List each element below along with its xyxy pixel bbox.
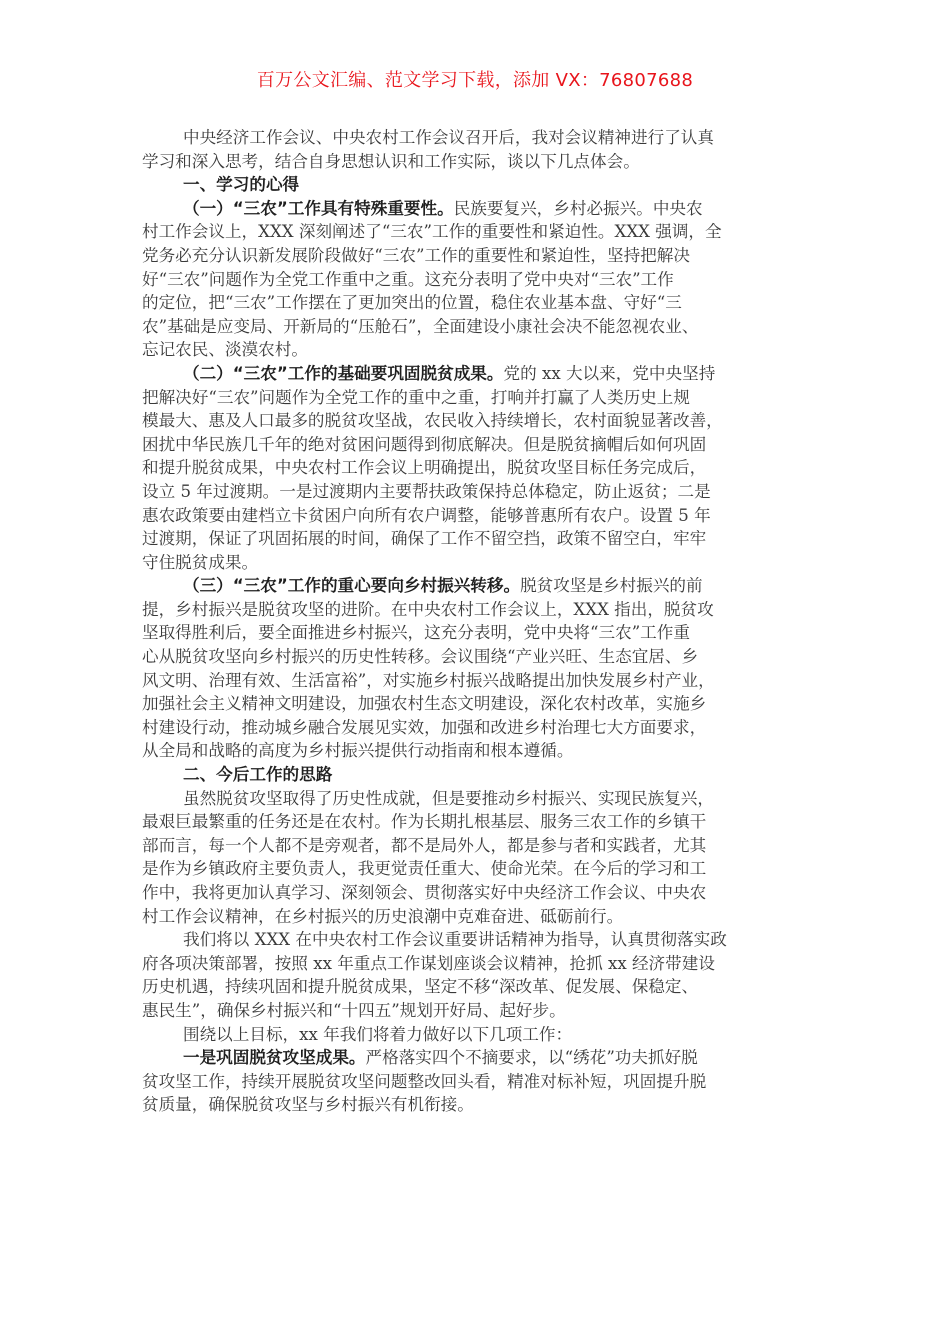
text-line: 风文明、治理有效、生活富裕”，对实施乡村振兴战略提出加快发展乡村产业， — [142, 670, 715, 690]
text-line: 过渡期，保证了巩固拓展的时间，确保了工作不留空挡，政策不留空白，牢牢 — [142, 529, 707, 549]
text-run: 脱贫攻坚是乡村振兴的前 — [520, 576, 703, 596]
text-line: 忘记农民、淡漠农村。 — [142, 340, 308, 360]
text-line: 府各项决策部署，按照 xx 年重点工作谋划座谈会议精神，抢抓 xx 经济带建设 — [142, 953, 715, 973]
section-heading-2: 二、今后工作的思路 — [183, 765, 333, 785]
text-line: 好“三农”问题作为全党工作重中之重。这充分表明了党中央对“三农”工作 — [142, 269, 674, 289]
text-line: 设立 5 年过渡期。一是过渡期内主要帮扶政策保持总体稳定，防止返贫；二是 — [142, 481, 711, 501]
text-line: 村建设行动，推动城乡融合发展见实效，加强和改进乡村治理七大方面要求， — [142, 717, 707, 737]
text-line: 提，乡村振兴是脱贫攻坚的进阶。在中央农村工作会议上，XXX 指出，脱贫攻 — [142, 599, 714, 619]
text-line: 农”基础是应变局、开新局的“压舱石”，全面建设小康社会决不能忽视农业、 — [142, 316, 699, 336]
text-line — [142, 1046, 818, 1070]
paragraph-goals-intro — [142, 1023, 818, 1047]
text-line: 是作为乡镇政府主要负责人，我更觉责任重大、使命光荣。在今后的学习和工 — [142, 859, 707, 879]
paragraph-point-3 — [142, 574, 818, 763]
promo-banner: 百万公文汇编、范文学习下载，添加 VX：76807688 — [256, 70, 694, 91]
text-line: 村工作会议上，XXX 深刻阐述了“三农”工作的重要性和紧迫性。XXX 强调，全 — [142, 222, 722, 242]
text-line: 贫质量，确保脱贫攻坚与乡村振兴有机衔接。 — [142, 1095, 474, 1115]
text-line: 和提升脱贫成果，中央农村工作会议上明确提出，脱贫攻坚目标任务完成后， — [142, 458, 707, 478]
section-heading-1: 一、学习的心得 — [183, 175, 300, 195]
text-line: 心从脱贫攻坚向乡村振兴的历史性转移。会议围绕“产业兴旺、生态宜居、乡 — [142, 647, 699, 667]
text-line: 中央经济工作会议、中央农村工作会议召开后，我对会议精神进行了认真 — [183, 128, 714, 147]
bold-lead: （三）“三农”工作的重心要向乡村振兴转移。 — [183, 576, 521, 596]
text-line: 惠农政策要由建档立卡贫困户向所有农户调整，能够普惠所有农户。设置 5 年 — [142, 505, 711, 525]
bold-lead: （一）“三农”工作具有特殊重要性。 — [183, 198, 454, 218]
text-line: 从全局和战略的高度为乡村振兴提供行动指南和根本遵循。 — [142, 741, 574, 761]
text-line: 模最大、惠及人口最多的脱贫攻坚战，农民收入持续增长，农村面貌显著改善， — [142, 411, 723, 431]
paragraph-task-1 — [142, 1046, 818, 1117]
text-line: 村工作会议精神，在乡村振兴的历史浪潮中克难奋进、砥砺前行。 — [142, 906, 624, 926]
paragraph-intro — [142, 126, 818, 173]
text-line: 学习和深入思考，结合自身思想认识和工作实际，谈以下几点体会。 — [142, 151, 640, 171]
text-line: 困扰中华民族几千年的绝对贫困问题得到彻底解决。但是脱贫摘帽后如何巩固 — [142, 434, 707, 454]
text-run: 民族要复兴，乡村必振兴。中央农 — [453, 198, 703, 218]
bold-lead: （二）“三农”工作的基础要巩固脱贫成果。 — [183, 363, 504, 383]
text-line: 作中，我将更加认真学习、深刻领会、贯彻落实好中央经济工作会议、中央农 — [142, 883, 707, 902]
bold-lead: 一是巩固脱贫攻坚成果。 — [183, 1048, 366, 1068]
text-line: 我们将以 XXX 在中央农村工作会议重要讲话精神为指导，认真贯彻落实政 — [183, 930, 727, 950]
text-line: 党务必充分认识新发展阶段做好“三农”工作的重要性和紧迫性，坚持把解决 — [142, 245, 690, 265]
paragraph-point-1 — [142, 197, 818, 362]
text-line: 历史机遇，持续巩固和提升脱贫成果，坚定不移“深改革、促发展、保稳定、 — [142, 977, 699, 997]
text-line: 部而言，每一个人都不是旁观者，都不是局外人，都是参与者和实践者，尤其 — [142, 835, 707, 855]
text-line — [142, 197, 818, 221]
paragraph-point-2 — [142, 362, 818, 574]
text-line: 最艰巨最繁重的任务还是在农村。作为长期扎根基层、服务三农工作的乡镇干 — [142, 812, 707, 832]
text-line — [142, 574, 818, 598]
text-run: 党的 xx 大以来，党中央坚持 — [503, 363, 716, 383]
text-line — [142, 362, 818, 386]
text-line: 把解决好“三农”问题作为全党工作的重中之重，打响并打赢了人类历史上规 — [142, 387, 690, 407]
text-line: 贫攻坚工作，持续开展脱贫攻坚问题整改回头看，精准对标补短，巩固提升脱 — [142, 1071, 707, 1091]
text-line: 守住脱贫成果。 — [142, 552, 259, 572]
text-line: 惠民生”，确保乡村振兴和“十四五”规划开好局、起好步。 — [142, 1000, 566, 1020]
text-line: 加强社会主义精神文明建设，加强农村生态文明建设，深化农村改革，实施乡 — [142, 694, 707, 714]
paragraph-plan — [142, 928, 818, 1022]
text-line: 的定位，把“三农”工作摆在了更加突出的位置，稳住农业基本盘、守好“三 — [142, 293, 682, 313]
text-run: 严格落实四个不摘要求，以“绣花”功夫抓好脱 — [365, 1048, 698, 1068]
paragraph-context — [142, 787, 818, 929]
text-line: 虽然脱贫攻坚取得了历史性成就，但是要推动乡村振兴、实现民族复兴， — [183, 788, 714, 808]
text-line: 坚取得胜利后，要全面推进乡村振兴，这充分表明，党中央将“三农”工作重 — [142, 623, 690, 643]
document-body — [142, 126, 818, 1117]
text-line: 围绕以上目标，xx 年我们将着力做好以下几项工作： — [183, 1024, 573, 1044]
